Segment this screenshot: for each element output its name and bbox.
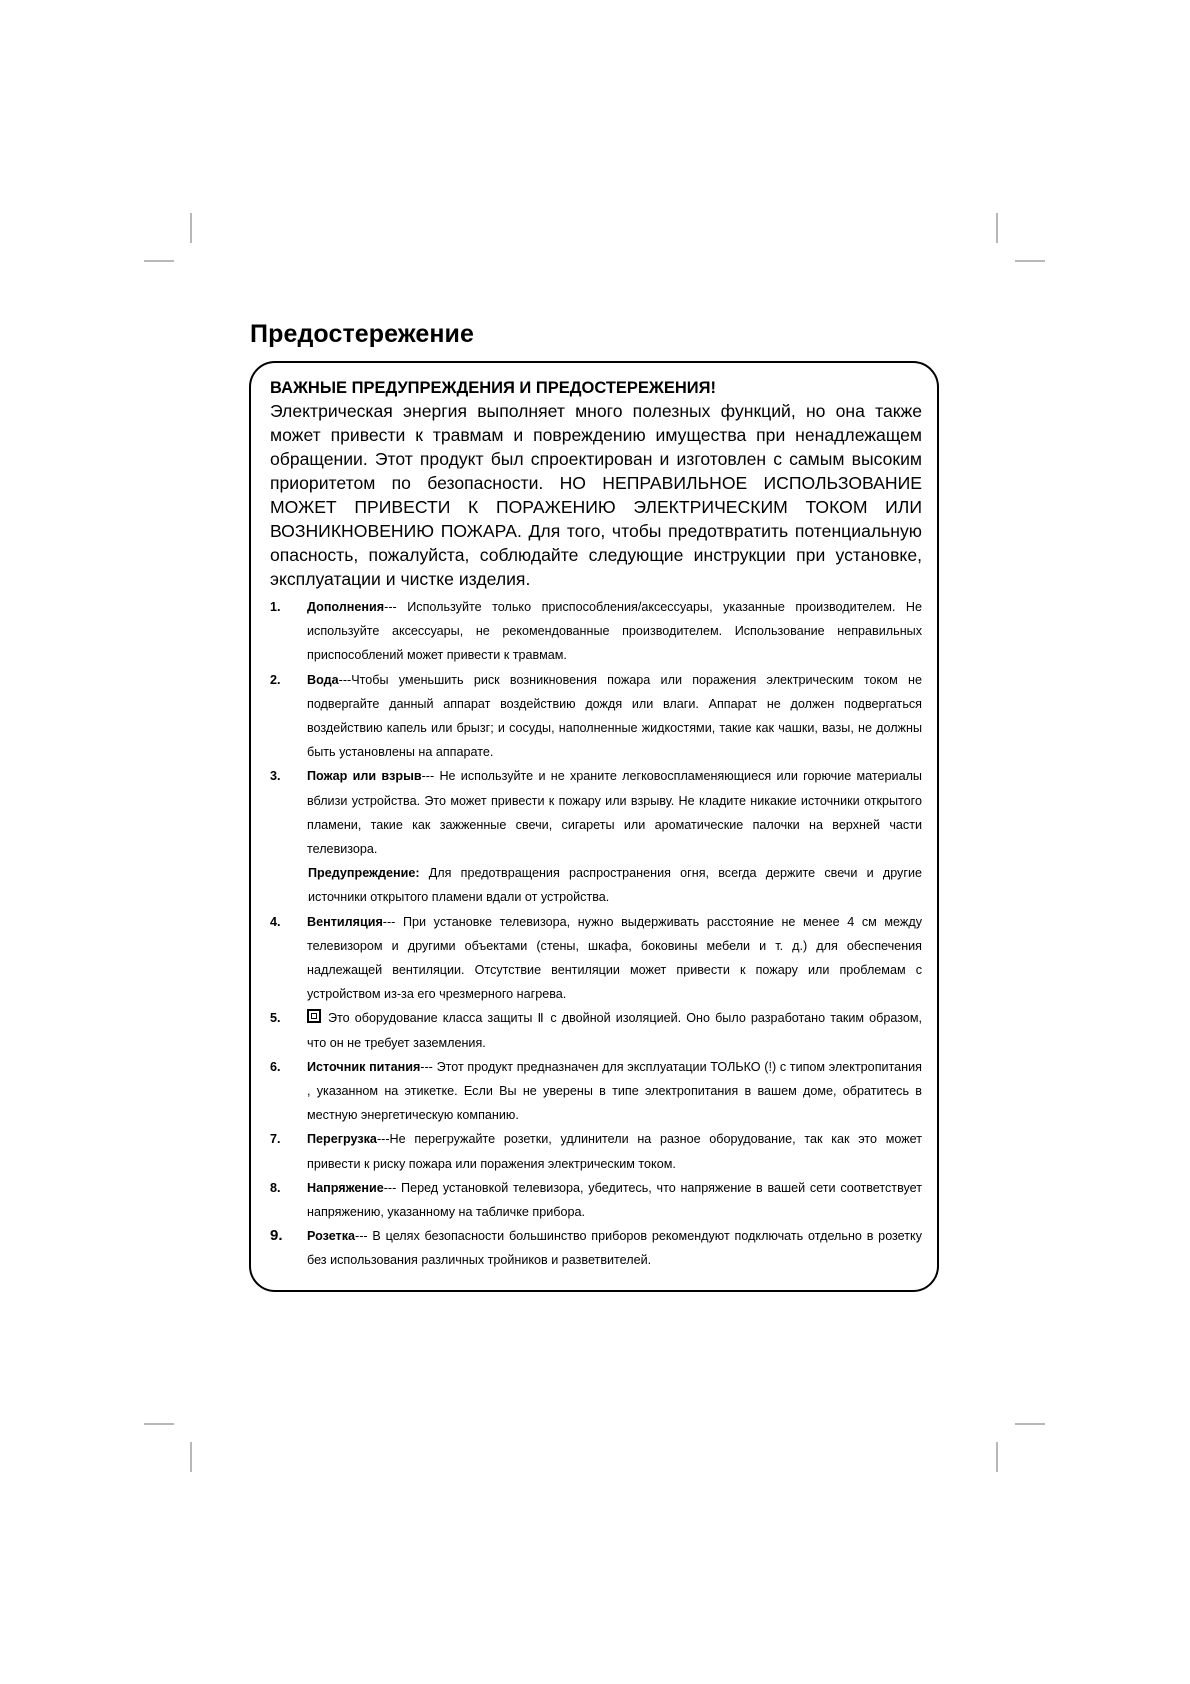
list-item bbox=[270, 1006, 922, 1054]
item-number: 6. bbox=[270, 1059, 281, 1074]
warning-heading: ВАЖНЫЕ ПРЕДУПРЕЖДЕНИЯ И ПРЕДОСТЕРЕЖЕНИЯ! bbox=[270, 379, 716, 397]
item-body: Чтобы уменьшить риск возникновения пожара или поражения электрическим током не подвергайте данный аппарат воздействию дождя или влаги. Аппарат не должен подвергаться воздействию капель или брызг; и сосуды, наполненные жидкостями, такие как чашки, вазы, не должны быть установлены на аппарате. bbox=[307, 672, 922, 760]
crop-mark-bottom-right-h bbox=[1015, 1423, 1045, 1425]
list-item bbox=[270, 668, 922, 765]
item-number: 1. bbox=[270, 600, 281, 614]
item-title: Розетка bbox=[307, 1229, 356, 1244]
list-item bbox=[270, 1224, 922, 1272]
crop-mark-bottom-left-h bbox=[144, 1423, 174, 1425]
item-sep: --- bbox=[420, 1059, 433, 1074]
item-text bbox=[307, 1176, 922, 1224]
item-title: Пожар или взрыв bbox=[307, 769, 422, 784]
item-title: Источник питания bbox=[307, 1059, 421, 1074]
warning-intro: Электрическая энергия выполняет много полезных функций, но она также может привести к травмам и повреждению имущества при ненадлежащем обращении. Этот продукт был спроектирован и изготовлен с самым высоким приоритетом по безопасности. НО НЕПРАВИЛЬНОЕ ИСПОЛЬЗОВАНИЕ МОЖЕТ ПРИВЕСТИ К ПОРАЖЕНИЮ ЭЛЕКТРИЧЕСКИМ ТОКОМ ИЛИ ВОЗНИКНОВЕНИЮ ПОЖАРА. Для того, чтобы предотвратить потенциальную опасность, пожалуйста, соблюдайте следующие инструкции при установке, эксплуатации и чистке изделия. bbox=[270, 401, 922, 589]
crop-mark-top-right-h bbox=[1015, 260, 1045, 262]
item-sep: --- bbox=[376, 1132, 390, 1147]
item-text bbox=[307, 668, 922, 765]
item-title: Вентиляция bbox=[307, 914, 383, 929]
list-item bbox=[270, 1127, 922, 1175]
item-number: 5. bbox=[270, 1011, 281, 1026]
item-title: Перегрузка bbox=[307, 1132, 377, 1147]
crop-mark-top-right-v bbox=[996, 213, 998, 243]
page-title: Предостережение bbox=[250, 320, 475, 348]
item-text bbox=[307, 1006, 922, 1054]
item-sep: --- bbox=[421, 769, 435, 784]
list-item bbox=[270, 910, 922, 1007]
item-body: Перед установкой телевизора, убедитесь, что напряжение в вашей сети соответствует напряжению, указанному на табличке прибора. bbox=[307, 1180, 922, 1220]
item-sep: --- bbox=[383, 1180, 397, 1195]
item-text bbox=[307, 1224, 922, 1272]
item-number: 2. bbox=[270, 672, 281, 687]
item-text bbox=[307, 1055, 922, 1128]
item-body: Этот продукт предназначен для эксплуатации ТОЛЬКО (!) с типом электропитания , указанном на этикетке. Если Вы не уверены в типе электропитания в вашем доме, обратитесь в местную энергетическую компанию. bbox=[307, 1059, 922, 1123]
item-number: 4. bbox=[270, 914, 281, 929]
item-text bbox=[307, 1127, 922, 1175]
item-body: Не перегружайте розетки, удлинители на разное оборудование, так как это может привести к риску пожара или поражения электрическим током. bbox=[307, 1132, 922, 1171]
item-number: 7. bbox=[270, 1132, 281, 1147]
crop-mark-bottom-right-v bbox=[996, 1442, 998, 1472]
list-item bbox=[270, 764, 922, 909]
item-title: Напряжение bbox=[307, 1180, 384, 1195]
item-body: Используйте только приспособления/аксессуары, указанные производителем. Не используйте аксессуары, не рекомендованные производителем. Использование неправильных приспособлений может привести к травмам. bbox=[307, 600, 922, 663]
list-item bbox=[270, 1176, 922, 1224]
item-sep: --- bbox=[382, 914, 396, 929]
item-sep: --- bbox=[338, 672, 352, 687]
note-title: Предупреждение: bbox=[308, 866, 420, 881]
item-text bbox=[307, 910, 922, 1007]
item-note bbox=[308, 861, 922, 909]
note-body: Для предотвращения распространения огня, всегда держите свечи и другие источники открытого пламени вдали от устройства. bbox=[308, 866, 922, 905]
class-ii-double-insulation-icon bbox=[307, 1009, 321, 1023]
item-body: Это оборудование класса защиты Ⅱ с двойной изоляцией. Оно было разработано таким образом, что он не требует заземления. bbox=[307, 1011, 922, 1050]
item-text bbox=[307, 595, 922, 668]
item-number: 8. bbox=[270, 1180, 281, 1195]
crop-mark-top-left-h bbox=[144, 260, 174, 262]
item-body: Не используйте и не храните легковоспламеняющиеся или горючие материалы вблизи устройства. Это может привести к пожару или взрыву. Не кладите никакие источники открытого пламени, такие как зажженные свечи, сигареты или ароматические палочки на верхней части телевизора. bbox=[307, 769, 922, 857]
item-number: 9. bbox=[270, 1227, 283, 1245]
item-title: Дополнения bbox=[307, 600, 385, 614]
warning-list bbox=[270, 595, 922, 1273]
item-sep: --- bbox=[355, 1229, 368, 1244]
list-item bbox=[270, 1055, 922, 1128]
item-number: 3. bbox=[270, 769, 281, 784]
item-sep: --- bbox=[384, 600, 397, 614]
list-item bbox=[270, 595, 922, 668]
crop-mark-bottom-left-v bbox=[190, 1442, 192, 1472]
item-text bbox=[307, 764, 922, 909]
warning-box bbox=[249, 361, 939, 1292]
item-body: В целях безопасности большинство приборов рекомендуют подключать отдельно в розетку без использования различных тройников и разветвителей. bbox=[307, 1229, 922, 1268]
item-title: Вода bbox=[307, 672, 339, 687]
crop-mark-top-left-v bbox=[190, 213, 192, 243]
item-body: При установке телевизора, нужно выдерживать расстояние не менее 4 см между телевизором и другими объектами (стены, шкафа, боковины мебели и т. д.) для обеспечения надлежащей вентиляции. Отсутствие вентиляции может привести к пожару или проблемам с устройством из-за его чрезмерного нагрева. bbox=[307, 914, 922, 1002]
